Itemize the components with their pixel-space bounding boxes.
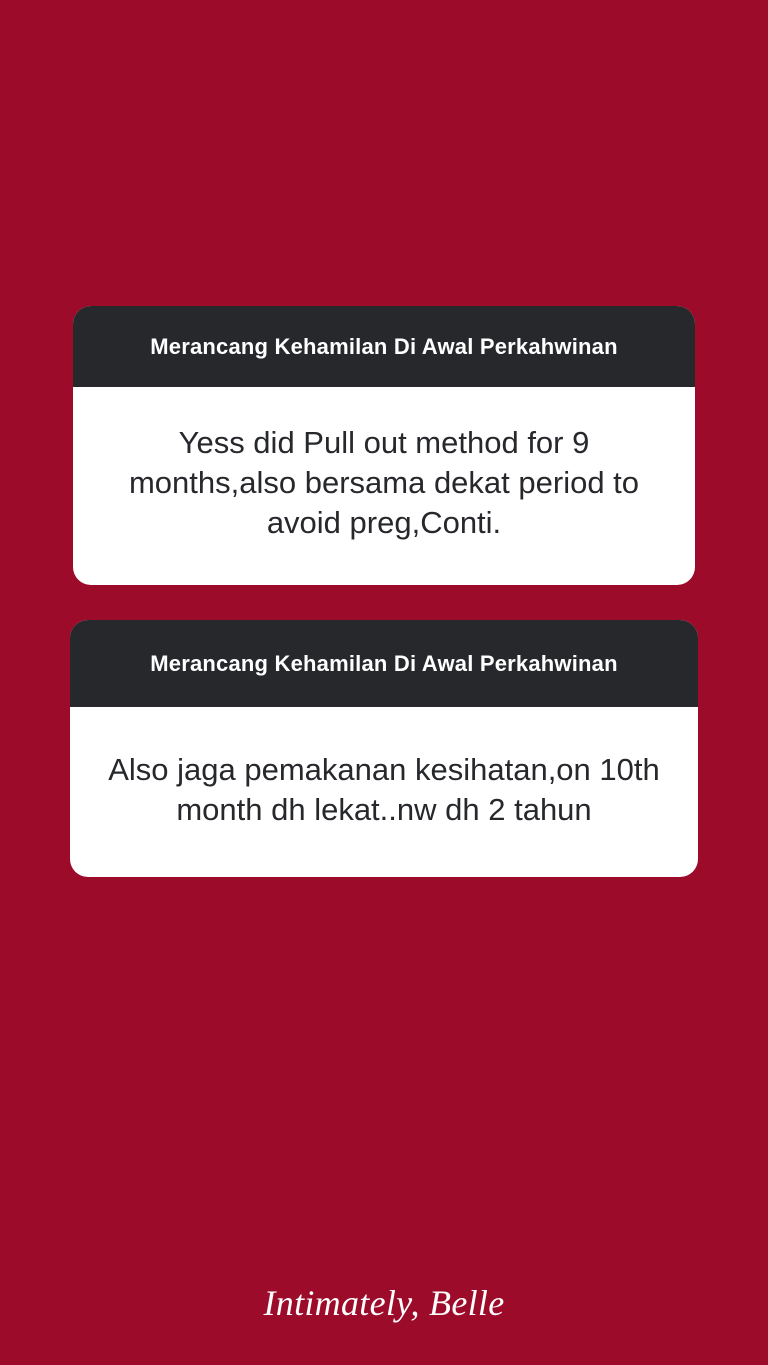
answer-text: Also jaga pemakanan kesihatan,on 10th month dh lekat..nw dh 2 tahun (108, 752, 660, 827)
question-header: Merancang Kehamilan Di Awal Perkahwinan (73, 306, 695, 387)
signature-text: Intimately, Belle (263, 1283, 505, 1323)
answer-text: Yess did Pull out method for 9 months,also bersama dekat period to avoid preg,Conti. (128, 425, 640, 540)
question-header: Merancang Kehamilan Di Awal Perkahwinan (70, 620, 698, 707)
question-answer-card-2 (70, 620, 698, 877)
question-answer-card-1 (73, 306, 695, 585)
